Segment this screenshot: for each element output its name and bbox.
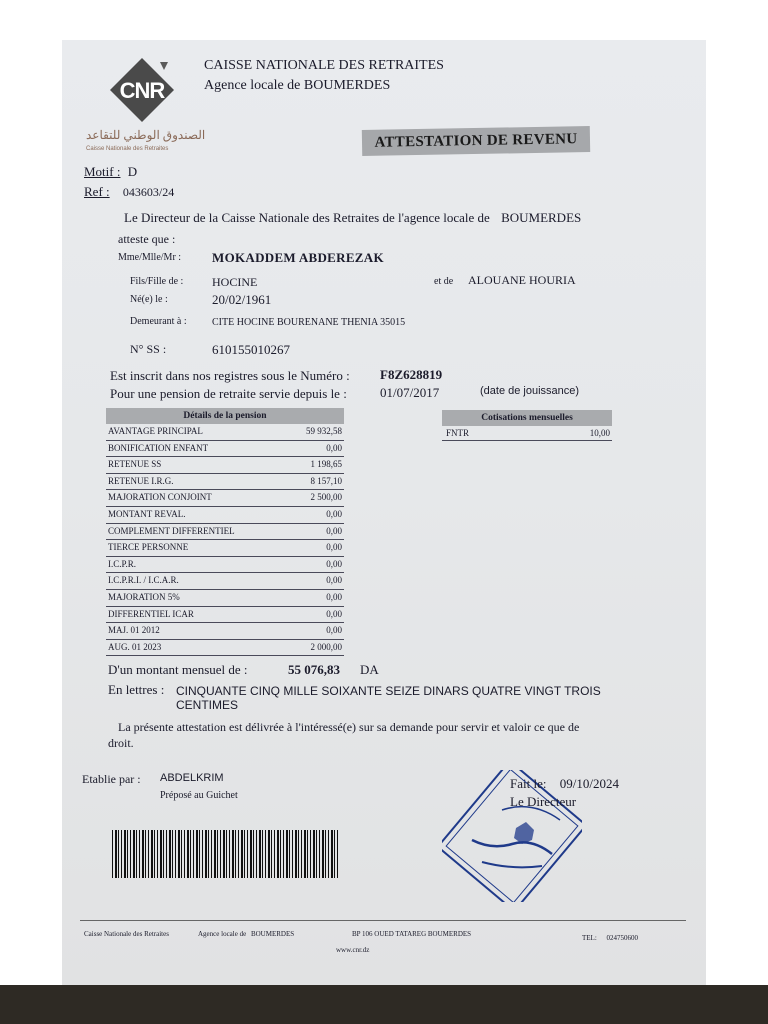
document-title-banner	[362, 126, 590, 156]
row-label: AUG. 01 2023	[108, 641, 162, 652]
cotisations-table	[442, 410, 612, 441]
row-label: MAJORATION 5%	[108, 591, 180, 602]
cotisations-table-header: Cotisations mensuelles	[442, 410, 612, 426]
table-row	[106, 507, 344, 524]
prepose-label: Préposé au Guichet	[160, 790, 238, 801]
table-row	[106, 607, 344, 624]
mother-label: et de	[434, 276, 454, 287]
agency-name: Agence locale de BOUMERDES	[204, 78, 391, 93]
ref-row	[84, 184, 174, 200]
monthly-label: D'un montant mensuel de :	[108, 662, 248, 677]
footer-tel-value: 024750600	[606, 934, 639, 942]
pension-table-body	[106, 424, 344, 656]
motif-label: Motif :	[84, 164, 121, 179]
director-label: Le Directeur	[510, 794, 577, 809]
logo-arabic-name: الصندوق الوطني للتقاعد	[86, 128, 206, 142]
logo-subtitle: Caisse Nationale des Retraites	[86, 146, 169, 152]
row-value: 0,00	[326, 608, 342, 619]
address-value: CITE HOCINE BOURENANE THENIA 35015	[212, 317, 406, 328]
motif-value: D	[127, 164, 138, 179]
birth-value: 20/02/1961	[212, 292, 272, 307]
motif-row	[84, 164, 137, 180]
photo-background-right	[706, 0, 768, 1024]
row-value: 2 000,00	[310, 641, 342, 652]
row-value: 8 157,10	[310, 475, 342, 486]
letters-label: En lettres :	[108, 682, 165, 697]
logo-text: CNR	[119, 78, 165, 103]
footer-agency-value: BOUMERDES	[250, 930, 295, 938]
row-value: 59 932,58	[306, 426, 342, 436]
intro-text: Le Directeur de la Caisse Nationale des Retraites de l'agence locale de	[124, 210, 490, 225]
row-label: COMPLEMENT DIFFERENTIEL	[108, 525, 235, 536]
row-label: I.C.P.R.I. / I.C.A.R.	[108, 575, 179, 586]
ss-value: 610155010267	[212, 342, 290, 357]
ref-value: 043603/24	[122, 185, 175, 199]
table-row	[106, 540, 344, 557]
etablie-label: Etablie par :	[82, 772, 141, 786]
mother-value: ALOUANE HOURIA	[468, 273, 576, 287]
row-label: FNTR	[446, 428, 470, 438]
table-row	[106, 640, 344, 657]
org-name: CAISSE NATIONALE DES RETRAITES	[204, 58, 444, 73]
intro-line	[124, 210, 581, 226]
row-value: 2 500,00	[310, 492, 342, 503]
row-value: 0,00	[326, 542, 342, 553]
fait-label: Fait le:	[510, 776, 547, 791]
row-value: 0,00	[326, 575, 342, 586]
row-value: 0,00	[326, 591, 342, 602]
pension-table-header: Détails de la pension	[106, 408, 344, 424]
row-label: MAJ. 01 2012	[108, 625, 160, 636]
letters-line1: CINQUANTE CINQ MILLE SOIXANTE SEIZE DINARS QUATRE VINGT TROIS	[176, 684, 601, 698]
row-label: MAJORATION CONJOINT	[108, 492, 212, 503]
footer-agency	[198, 930, 294, 938]
row-value: 0,00	[326, 508, 342, 519]
row-label: AVANTAGE PRINCIPAL	[108, 426, 203, 436]
inscrit-label: Est inscrit dans nos registres sous le Numéro :	[110, 368, 350, 383]
cnr-logo	[108, 56, 176, 124]
etablie-value: ABDELKRIM	[160, 772, 224, 784]
pension-details-table	[106, 408, 344, 656]
fait-value: 09/10/2024	[559, 776, 619, 791]
statement-line2: droit.	[108, 736, 134, 750]
footer-address: BP 106 OUED TATAREG BOUMERDES	[352, 930, 472, 938]
row-label: DIFFERENTIEL ICAR	[108, 608, 194, 619]
table-row	[442, 426, 612, 441]
row-label: MONTANT REVAL.	[108, 508, 186, 519]
footer-org: Caisse Nationale des Retraites	[84, 930, 169, 938]
row-label: RETENUE SS	[108, 459, 162, 470]
ref-label: Ref :	[84, 184, 110, 199]
father-label: Fils/Fille de :	[130, 276, 184, 287]
father-value: HOCINE	[212, 275, 258, 289]
table-row	[106, 457, 344, 474]
footer-agency-label: Agence locale de	[198, 930, 247, 938]
document-title: ATTESTATION DE REVENU	[374, 131, 578, 151]
inscrit-value: F8Z628819	[380, 367, 443, 382]
photo-background-top	[0, 0, 768, 40]
row-label: RETENUE I.R.G.	[108, 475, 174, 486]
pension-since-note: (date de jouissance)	[480, 385, 580, 397]
table-row	[106, 557, 344, 574]
table-row	[106, 573, 344, 590]
address-label: Demeurant à :	[130, 316, 187, 327]
footer-divider	[80, 920, 686, 921]
attestation-document	[62, 40, 706, 985]
ss-label: N° SS :	[130, 342, 167, 356]
intro-agency: BOUMERDES	[501, 210, 582, 225]
pension-since-label: Pour une pension de retraite servie depuis le :	[110, 386, 347, 401]
birth-label: Né(e) le :	[130, 294, 168, 305]
row-value: 1 198,65	[310, 459, 342, 470]
table-row	[106, 524, 344, 541]
monthly-value: 55 076,83	[288, 662, 340, 677]
row-label: BONIFICATION ENFANT	[108, 442, 209, 453]
table-row	[106, 590, 344, 607]
fait-le-row	[510, 776, 619, 792]
currency: DA	[360, 662, 379, 677]
cotisations-table-body	[442, 426, 612, 441]
name-label: Mme/Mlle/Mr :	[118, 252, 182, 263]
table-row	[106, 441, 344, 458]
footer-tel	[582, 934, 638, 942]
pension-since-value: 01/07/2017	[380, 385, 440, 400]
row-value: 0,00	[326, 558, 342, 569]
footer-website: www.cnr.dz	[336, 946, 370, 954]
intro-atteste: atteste que :	[118, 232, 176, 246]
barcode	[112, 830, 338, 878]
letters-line2: CENTIMES	[176, 698, 239, 712]
photo-background-left	[0, 0, 62, 1024]
name-value: MOKADDEM ABDEREZAK	[212, 250, 384, 265]
statement-line1: La présente attestation est délivrée à l'intéressé(e) sur sa demande pour servir et valoir ce que de	[118, 720, 580, 734]
row-value: 0,00	[326, 625, 342, 636]
row-label: I.C.P.R.	[108, 558, 137, 569]
row-value: 0,00	[326, 442, 342, 453]
table-row	[106, 474, 344, 491]
row-label: TIERCE PERSONNE	[108, 542, 189, 553]
photo-background-bottom	[0, 985, 768, 1024]
footer-tel-label: TEL:	[582, 934, 597, 942]
row-value: 10,00	[589, 428, 610, 438]
table-row	[106, 623, 344, 640]
table-row	[106, 424, 344, 441]
table-row	[106, 490, 344, 507]
row-value: 0,00	[326, 525, 342, 536]
